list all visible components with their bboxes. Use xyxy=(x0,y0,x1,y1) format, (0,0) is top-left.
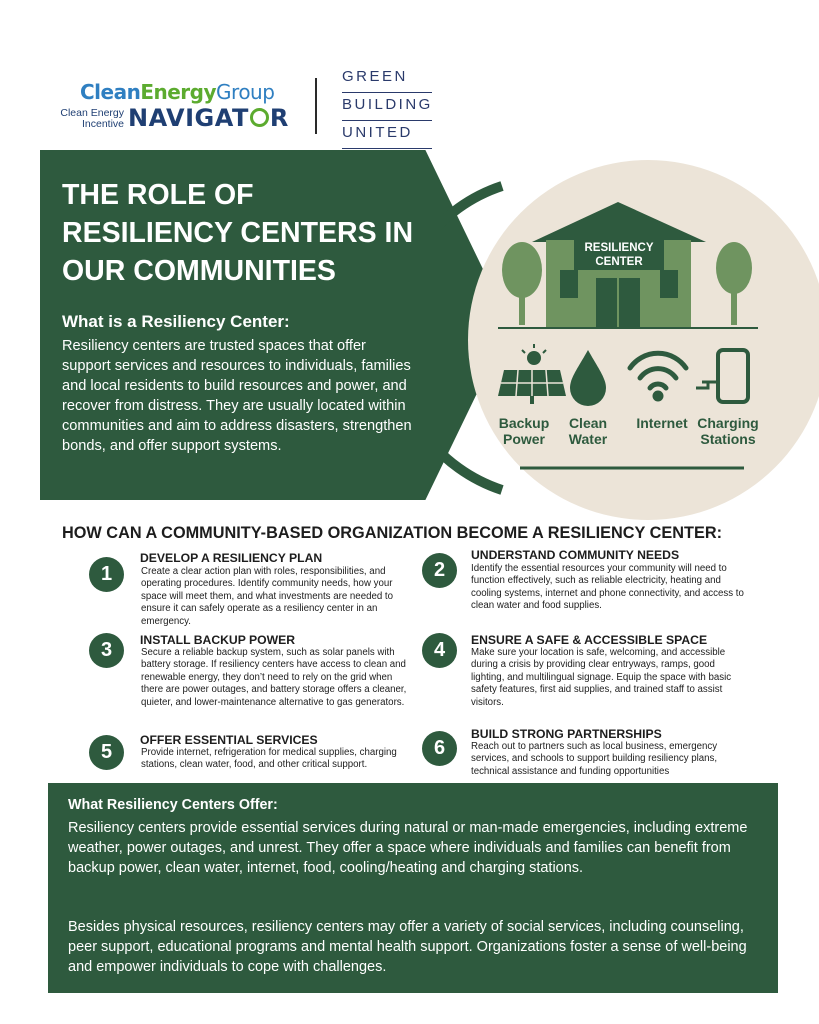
service-label: Stations xyxy=(700,431,756,447)
offer-paragraph: Besides physical resources, resiliency centers may offer a variety of social services, including counseling, peer support, educational programs and mental health support. Organizations foster a sense of well-being and empower individuals to cope with challenges. xyxy=(68,919,747,975)
service-label: Backup xyxy=(498,415,550,431)
step-number-badge: 3 xyxy=(89,633,124,668)
step-number-badge: 1 xyxy=(89,557,124,592)
step-number-badge: 5 xyxy=(89,735,124,770)
offer-title: What Resiliency Centers Offer: xyxy=(68,797,278,813)
service-label: Internet xyxy=(636,415,688,431)
service-label: Clean xyxy=(568,415,608,431)
sign-line-1: RESILIENCY xyxy=(584,242,654,254)
step-title: BUILD STRONG PARTNERSHIPS xyxy=(471,727,662,741)
step-title: DEVELOP A RESILIENCY PLAN xyxy=(140,551,323,565)
step-title: UNDERSTAND COMMUNITY NEEDS xyxy=(471,548,680,562)
compass-icon xyxy=(250,108,269,127)
tree-icon xyxy=(502,242,542,325)
clean-energy-navigator-logo xyxy=(52,80,302,136)
step-text: Identify the essential resources your community will need to function effectively, such as reliable electricity, heating and cooling systems, internet and phone connectivity, and access to clean water and food supplies. xyxy=(471,563,744,612)
navigator-prefix: Clean Energy Incentive xyxy=(60,107,124,130)
solar-panel-icon xyxy=(498,344,566,404)
step-title: OFFER ESSENTIAL SERVICES xyxy=(140,733,318,747)
service-label: Charging xyxy=(697,415,759,431)
step-number-badge: 4 xyxy=(422,633,457,668)
step-number-badge: 6 xyxy=(422,731,457,766)
step-text: Make sure your location is safe, welcoming, and accessible during a crisis by providing clear entryways, ramps, good lighting, and multilingual signage. Equip the space with basic safety features, first aid supplies, and trained staff to assist visitors. xyxy=(471,647,732,708)
step-number-badge: 2 xyxy=(422,553,457,588)
water-drop-icon xyxy=(570,350,606,406)
sign-line-2: CENTER xyxy=(595,256,643,268)
step-text: Create a clear action plan with roles, responsibilities, and operating procedures. Identify community needs, how your space will meet them, and what investments are needed to ensure it can safely operate as a resiliency center in an emergency. xyxy=(141,566,394,627)
page-title: THE ROLE OF RESILIENCY CENTERS IN OUR COMMUNITIES xyxy=(62,179,414,287)
green-building-united-logo: GREEN BUILDING UNITED xyxy=(342,66,432,150)
offer-paragraph: Resiliency centers provide essential services during natural or man-made emergencies, including extreme weather, power outages, and unrest. They offer a space where individuals and families can benefit from backup power, clean water, internet, food, cooling/heating and charging stations. xyxy=(68,820,748,876)
how-heading: HOW CAN A COMMUNITY-BASED ORGANIZATION BECOME A RESILIENCY CENTER: xyxy=(62,524,722,542)
service-label: Water xyxy=(568,431,608,447)
phone-charging-icon xyxy=(696,350,748,402)
step-text: Provide internet, refrigeration for medical supplies, charging stations, clean water, food, and other critical support. xyxy=(141,747,397,771)
step-text: Reach out to partners such as local business, emergency services, and schools to support building resiliency plans, technical assistance and funding opportunities xyxy=(471,741,718,777)
resiliency-center-illustration xyxy=(468,160,819,520)
hero-subtitle: What is a Resiliency Center: xyxy=(62,312,290,331)
service-label: Power xyxy=(502,431,546,447)
logo-divider xyxy=(315,78,317,134)
wifi-icon xyxy=(630,353,686,399)
tree-icon xyxy=(716,242,752,325)
step-title: ENSURE A SAFE & ACCESSIBLE SPACE xyxy=(471,633,708,647)
step-title: INSTALL BACKUP POWER xyxy=(140,633,296,647)
clean-energy-group-wordmark: CleanEnergyGroup xyxy=(80,80,275,104)
hero-description: Resiliency centers are trusted spaces that offer support services and resources to individuals, families and local residents to build resources and power, and recover from distress. They are usually located within communities and aim to address disasters, strengthen bonds, and offer support systems. xyxy=(62,338,412,454)
navigator-wordmark: NAVIGAT R xyxy=(128,104,289,132)
step-text: Secure a reliable backup system, such as solar panels with battery storage. If resiliency centers have access to clean and renewable energy, they don’t need to rely on the grid when there are power outages, and battery storage offers a cleaner, quieter, and lower-maintenance alternative to gas generators. xyxy=(141,647,407,708)
